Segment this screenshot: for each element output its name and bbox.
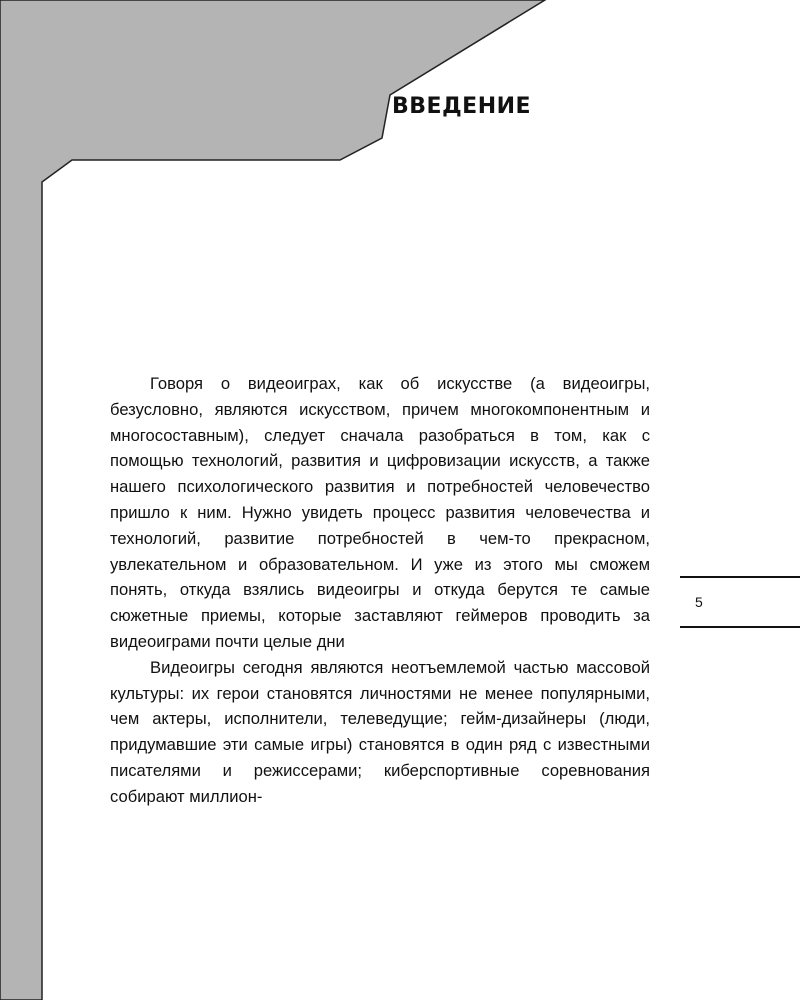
chapter-title: ВВЕДЕНИЕ [392,94,532,119]
body-text [110,371,650,810]
page-number-rule-top [680,576,800,578]
page-number-rule-bottom [680,626,800,628]
page-number: 5 [695,594,703,610]
paragraph: Говоря о видеоиграх, как об искусстве (а видеоигры, безусловно, являются искусством, причем многокомпонентным и многосоставным), следует сначала разобраться в том, как с помощью технологий, развития и цифровизации искусств, а также нашего психологического развития и потребностей человечество пришло к ним. Нужно увидеть процесс развития человечества и технологий, развитие потребностей в чем-то прекрасном, увлекательном и образовательном. И уже из этого мы сможем понять, откуда взялись видеоигры и откуда берутся те самые сюжетные приемы, которые заставляют геймеров проводить за видеоиграми почти целые дни [110,374,650,651]
paragraph: Видеоигры сегодня являются неотъемлемой частью массовой культуры: их герои становятся личностями не менее популярными, чем актеры, исполнители, телеведущие; гейм-дизайнеры (люди, придумавшие эти самые игры) становятся в один ряд с известными писателями и режиссерами; киберспортивные соревнования собирают миллион- [110,657,650,806]
